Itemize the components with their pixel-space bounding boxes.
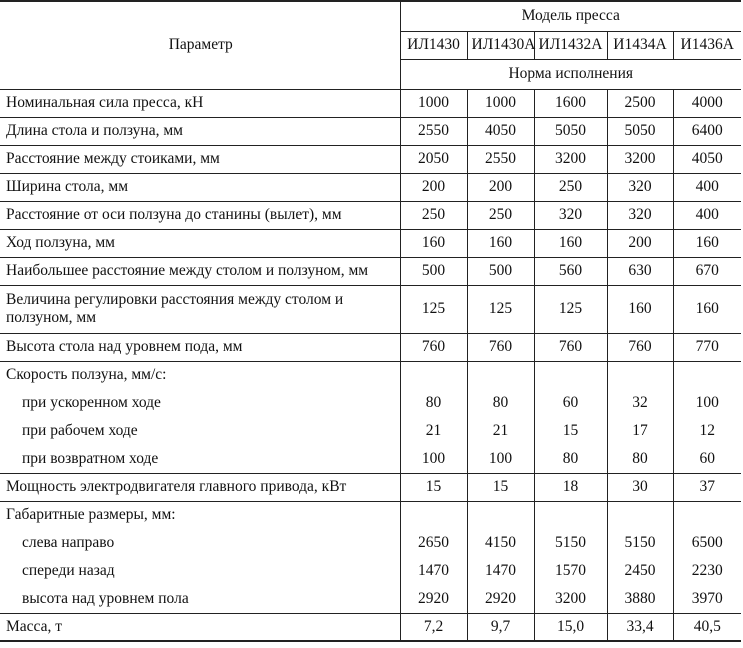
table-row [0,361,741,389]
cell-value: 2550 [400,117,467,145]
cell-value: 18 [534,473,607,501]
cell-value: 160 [400,229,467,257]
table-row [0,285,741,333]
cell-value: 6500 [691,534,723,551]
cell-value: 4150 [467,529,534,557]
cell-value: 80 [534,445,607,473]
header-model-5: И1436А [680,36,734,53]
table-row [0,117,741,145]
cell-value: 17 [607,417,673,445]
cell-value: 630 [607,257,673,285]
table-row [0,417,741,445]
table-row [0,529,741,557]
cell-value: 37 [673,473,741,501]
cell-value: 7,2 [400,613,467,641]
table-row [0,445,741,473]
cell-value: 6400 [673,117,741,145]
cell-value: 100 [695,394,719,411]
cell-value [673,361,741,389]
cell-value [673,501,741,529]
cell-value: 30 [607,473,673,501]
row-label: Высота стола над уровнем пода, мм [0,333,400,361]
cell-value: 5150 [607,529,673,557]
table-row [0,173,741,201]
cell-value [400,501,467,529]
cell-value: 15 [400,473,467,501]
row-label: слева направо [0,529,400,557]
table-row [0,585,741,613]
cell-value: 60 [699,449,715,467]
cell-value: 200 [467,173,534,201]
header-model-3: ИЛ1432А [534,31,607,59]
cell-value: 3200 [534,145,607,173]
cell-value [467,501,534,529]
table-row [0,145,741,173]
table-row [0,201,741,229]
row-label: Мощность электродвигателя главного привода, кВт [0,473,400,501]
cell-value: 100 [467,445,534,473]
cell-value: 125 [534,285,607,333]
row-label: Расстояние от оси ползуна до станины (вылет), мм [0,201,400,229]
row-label: при ускоренном ходе [0,389,400,417]
row-label: Ход ползуна, мм [0,229,400,257]
header-norma: Норма исполнения [400,59,741,89]
cell-value: 1000 [467,89,534,117]
cell-value: 40,5 [673,613,741,641]
cell-value: 2920 [400,585,467,613]
cell-value: 500 [467,257,534,285]
cell-value: 15 [467,473,534,501]
cell-value: 2450 [607,557,673,585]
header-model-2: ИЛ1430А [467,31,534,59]
cell-value [607,361,673,389]
header-param: Параметр [0,1,400,89]
cell-value: 5050 [534,117,607,145]
table-row [0,557,741,585]
header-model: Модель пресса [400,1,741,31]
cell-value: 2230 [691,562,723,579]
cell-value: 12 [699,422,715,439]
cell-value: 1470 [400,557,467,585]
row-label: Номинальная сила пресса, кН [0,89,400,117]
cell-value: 760 [400,333,467,361]
cell-value: 670 [673,257,741,285]
row-label: Расстояние между стоиками, мм [0,145,400,173]
cell-value: 400 [673,173,741,201]
cell-value: 21 [400,417,467,445]
cell-value: 15 [534,417,607,445]
cell-value: 500 [400,257,467,285]
cell-value: 32 [607,389,673,417]
cell-value: 60 [534,389,607,417]
table-row [0,501,741,529]
table-row [0,89,741,117]
cell-value: 160 [673,229,741,257]
cell-value: 3200 [607,145,673,173]
cell-value: 320 [607,173,673,201]
table-row [0,257,741,285]
cell-value [607,501,673,529]
cell-value: 250 [467,201,534,229]
cell-value: 4050 [673,145,741,173]
cell-value: 80 [400,389,467,417]
cell-value [534,501,607,529]
cell-value: 5050 [607,117,673,145]
cell-value: 2920 [467,585,534,613]
cell-value: 1470 [467,557,534,585]
cell-value: 760 [534,333,607,361]
row-label: Габаритные размеры, мм: [0,501,400,529]
cell-value: 200 [400,173,467,201]
cell-value: 33,4 [607,613,673,641]
cell-value: 3880 [607,585,673,613]
header-model-4: И1434А [607,31,673,59]
header-model-1: ИЛ1430 [400,31,467,59]
table-row [0,333,741,361]
row-label: Скорость ползуна, мм/с: [0,361,400,389]
row-label: Наибольшее расстояние между столом и ползуном, мм [0,257,400,285]
row-label: Масса, т [0,613,400,641]
table-row [0,473,741,501]
cell-value: 1000 [400,89,467,117]
cell-value: 320 [534,201,607,229]
cell-value [534,361,607,389]
cell-value: 760 [607,333,673,361]
cell-value [467,361,534,389]
cell-value: 2650 [400,529,467,557]
cell-value: 200 [607,229,673,257]
cell-value: 1600 [534,89,607,117]
cell-value: 80 [467,389,534,417]
cell-value: 5150 [534,529,607,557]
cell-value: 4050 [467,117,534,145]
row-label: спереди назад [0,557,400,585]
row-label: Ширина стола, мм [0,173,400,201]
cell-value: 250 [400,201,467,229]
cell-value: 9,7 [467,613,534,641]
cell-value: 2550 [467,145,534,173]
row-label: Длина стола и ползуна, мм [0,117,400,145]
table-row [0,389,741,417]
row-label: при возвратном ходе [0,445,400,473]
table-row [0,613,741,641]
cell-value [400,361,467,389]
cell-value: 400 [673,201,741,229]
cell-value: 15,0 [534,613,607,641]
cell-value: 4000 [673,89,741,117]
cell-value: 21 [467,417,534,445]
cell-value: 125 [467,285,534,333]
cell-value: 2500 [607,89,673,117]
cell-value: 1570 [534,557,607,585]
cell-value: 2050 [400,145,467,173]
cell-value: 160 [607,285,673,333]
table-row [0,229,741,257]
row-label: Величина регулировки расстояния между столом и ползуном, мм [0,285,400,333]
cell-value: 160 [534,229,607,257]
cell-value: 160 [673,285,741,333]
cell-value: 320 [607,201,673,229]
row-label: высота над уровнем пола [0,585,400,613]
cell-value: 3970 [691,589,723,607]
cell-value: 160 [467,229,534,257]
cell-value: 250 [534,173,607,201]
cell-value: 100 [400,445,467,473]
cell-value: 80 [607,445,673,473]
cell-value: 125 [400,285,467,333]
row-label: при рабочем ходе [0,417,400,445]
cell-value: 760 [467,333,534,361]
cell-value: 770 [673,333,741,361]
cell-value: 560 [534,257,607,285]
cell-value: 3200 [534,585,607,613]
